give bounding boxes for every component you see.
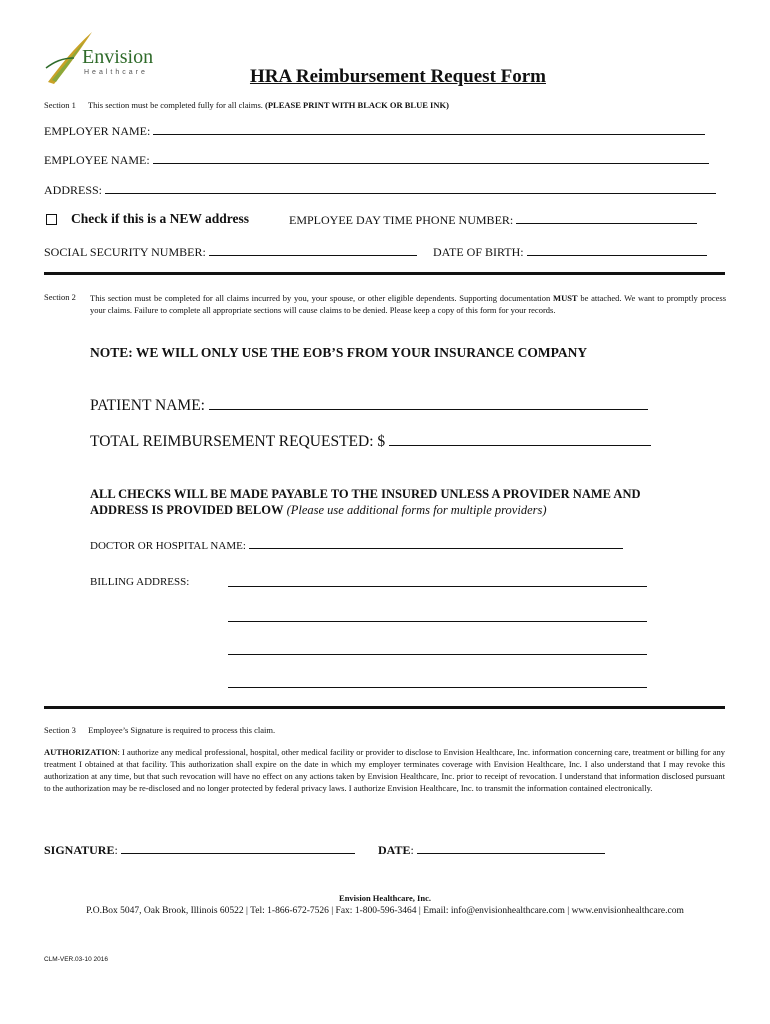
section1-text: This section must be completed fully for all claims. [87,100,263,110]
doctor-name-label: DOCTOR OR HOSPITAL NAME: [90,540,246,552]
new-address-checkbox[interactable] [46,214,57,225]
checks-notice-line2 [90,503,547,518]
authorization-paragraph [44,746,725,794]
signature-field[interactable] [121,853,355,854]
date-field[interactable] [417,853,605,854]
logo-sub: Healthcare [84,69,148,76]
dob-label: DATE OF BIRTH: [433,245,524,259]
section2-text-b: be attached. We want to promptly process your claims. Failure to complete all appropriate sections will cause claims to be denied. Please keep a copy of this form for your records. [90,293,727,315]
billing-address-line-4[interactable] [228,687,647,688]
address-label: ADDRESS: [44,183,103,197]
date-label: DATE [378,843,411,857]
date-colon: : [410,843,414,857]
signature-colon: : [114,843,118,857]
employee-name-label: EMPLOYEE NAME: [44,153,150,167]
authorization-label: AUTHORIZATION [44,747,118,757]
footer-contact: P.O.Box 5047, Oak Brook, Illinois 60522 | Tel: 1-866-672-7526 | Fax: 1-800-596-3464 | Email: info@envisionhealthcare.com | www.envisionhealthcare.com [86,906,684,916]
section3-label: Section 3 [44,725,76,735]
new-address-label: Check if this is a NEW address [71,211,250,226]
total-requested-field[interactable] [389,445,651,446]
employer-name-row [44,124,705,139]
employer-name-field[interactable] [153,134,705,135]
page-title: HRA Reimbursement Request Form [249,66,547,87]
doctor-name-row [90,540,623,552]
patient-name-field[interactable] [209,409,648,410]
doctor-name-field[interactable] [249,548,623,549]
billing-address-line-1[interactable] [228,586,647,587]
checks-notice-line1: ALL CHECKS WILL BE MADE PAYABLE TO THE INSURED UNLESS A PROVIDER NAME AND [90,487,641,501]
section3-text: Employee’s Signature is required to process this claim. [88,725,276,735]
section2-instructions [90,292,726,316]
day-phone-field[interactable] [516,223,697,224]
section2-label: Section 2 [44,292,76,302]
section1-ink-note: (PLEASE PRINT WITH BLACK OR BLUE INK) [265,100,449,110]
address-field[interactable] [105,193,716,194]
signature-row [44,843,355,858]
total-requested-label: TOTAL REIMBURSEMENT REQUESTED: $ [90,433,386,450]
footer-company: Envision Healthcare, Inc. [339,893,431,903]
day-phone-row [289,213,697,228]
authorization-text: : I authorize any medical professional, hospital, other medical facility or provider to disclose to Envision Healthcare, Inc. information concerning care, treatment or billing for any treatment I obtained at that facility. This authorization shall expire on the date in which my employer terminates coverage with Envision Healthcare, Inc. I also understand that I may revoke this authorization at any time, but that such revocation will have no effect on any actions taken by Envision Healthcare, Inc. prior to receipt of revocation. I understand that information disclosed pursuant to the authorization may be re-disclosed and no longer protected by federal privacy laws. I authorize Envision Healthcare, Inc. to transmit the information contained electronically. [44,747,725,793]
form-version: CLM-VER.03-10 2016 [44,956,108,963]
employee-name-field[interactable] [153,163,709,164]
section2-must: MUST [553,293,578,303]
section1-label: Section 1 [44,100,76,110]
ssn-field[interactable] [209,255,417,256]
section2-divider [44,706,725,709]
billing-address-line-3[interactable] [228,654,647,655]
patient-name-label: PATIENT NAME: [90,397,205,414]
dob-row [433,245,707,260]
day-phone-label: EMPLOYEE DAY TIME PHONE NUMBER: [289,213,514,227]
section2-text-a: This section must be completed for all claims incurred by you, your spouse, or other eligible dependents. Supporting documentation [90,293,551,303]
ssn-row [44,245,417,260]
employee-name-row [44,153,709,168]
billing-address-label: BILLING ADDRESS: [90,576,190,588]
signature-label: SIGNATURE [44,843,115,857]
section1-header [44,100,449,110]
date-row [378,843,605,858]
employer-name-label: EMPLOYER NAME: [44,124,151,138]
dob-field[interactable] [527,255,707,256]
logo-brand: Envision [82,46,154,68]
ssn-label: SOCIAL SECURITY NUMBER: [44,245,206,259]
total-requested-row [90,433,651,451]
section3-header [44,725,275,735]
checks-notice-bold: ADDRESS IS PROVIDED BELOW [90,503,284,517]
checks-notice-italic: (Please use additional forms for multiple providers) [286,503,547,517]
patient-name-row [90,397,648,415]
eob-note: NOTE: WE WILL ONLY USE THE EOB’S FROM YOUR INSURANCE COMPANY [90,345,588,360]
billing-address-line-2[interactable] [228,621,647,622]
section1-divider [44,272,725,275]
address-row [44,183,716,198]
